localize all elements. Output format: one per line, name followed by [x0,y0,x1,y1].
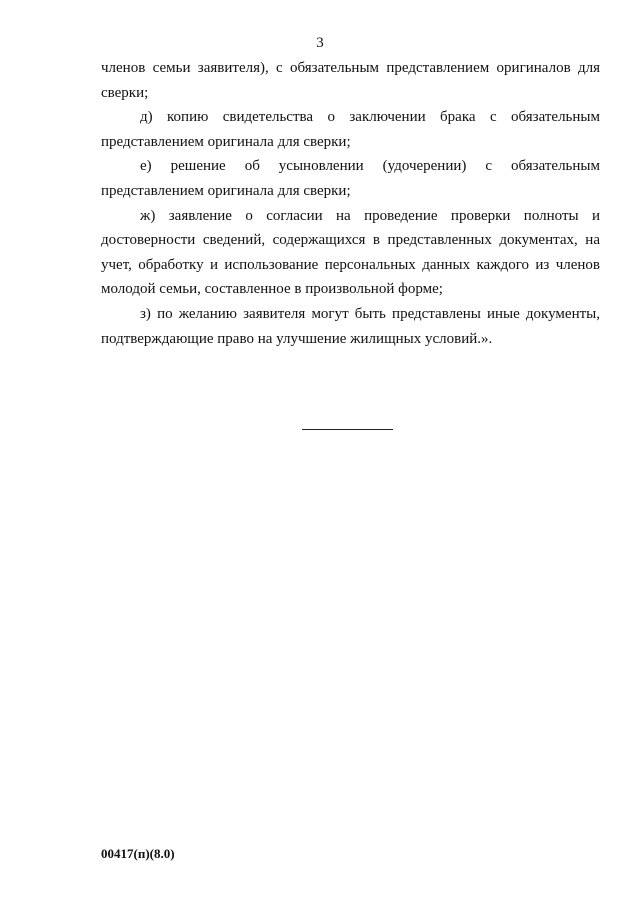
paragraph-item-e: е) решение об усыновлении (удочерении) с обязательным представлением оригинала для сверки; [101,158,600,199]
paragraph-item-zh: ж) заявление о согласии на проведение проверки полноты и достоверности сведений, содержащихся в представленных документах, на учет, обработку и использование персональных данных каждого из членов молодой семьи, составленное в произвольной форме; [101,207,600,298]
document-code: 00417(п)(8.0) [101,846,175,861]
end-separator-line [302,429,393,430]
page-number: 3 [316,35,324,51]
paragraph-item-d: д) копию свидетельства о заключении брака с обязательным представлением оригинала для сверки; [101,109,600,150]
paragraph-item-z: з) по желанию заявителя могут быть представлены иные документы, подтверждающие право на улучшение жилищных условий.». [101,305,600,347]
paragraph-continuation: членов семьи заявителя), с обязательным представлением оригиналов для сверки; [101,60,600,101]
document-body [101,56,600,351]
